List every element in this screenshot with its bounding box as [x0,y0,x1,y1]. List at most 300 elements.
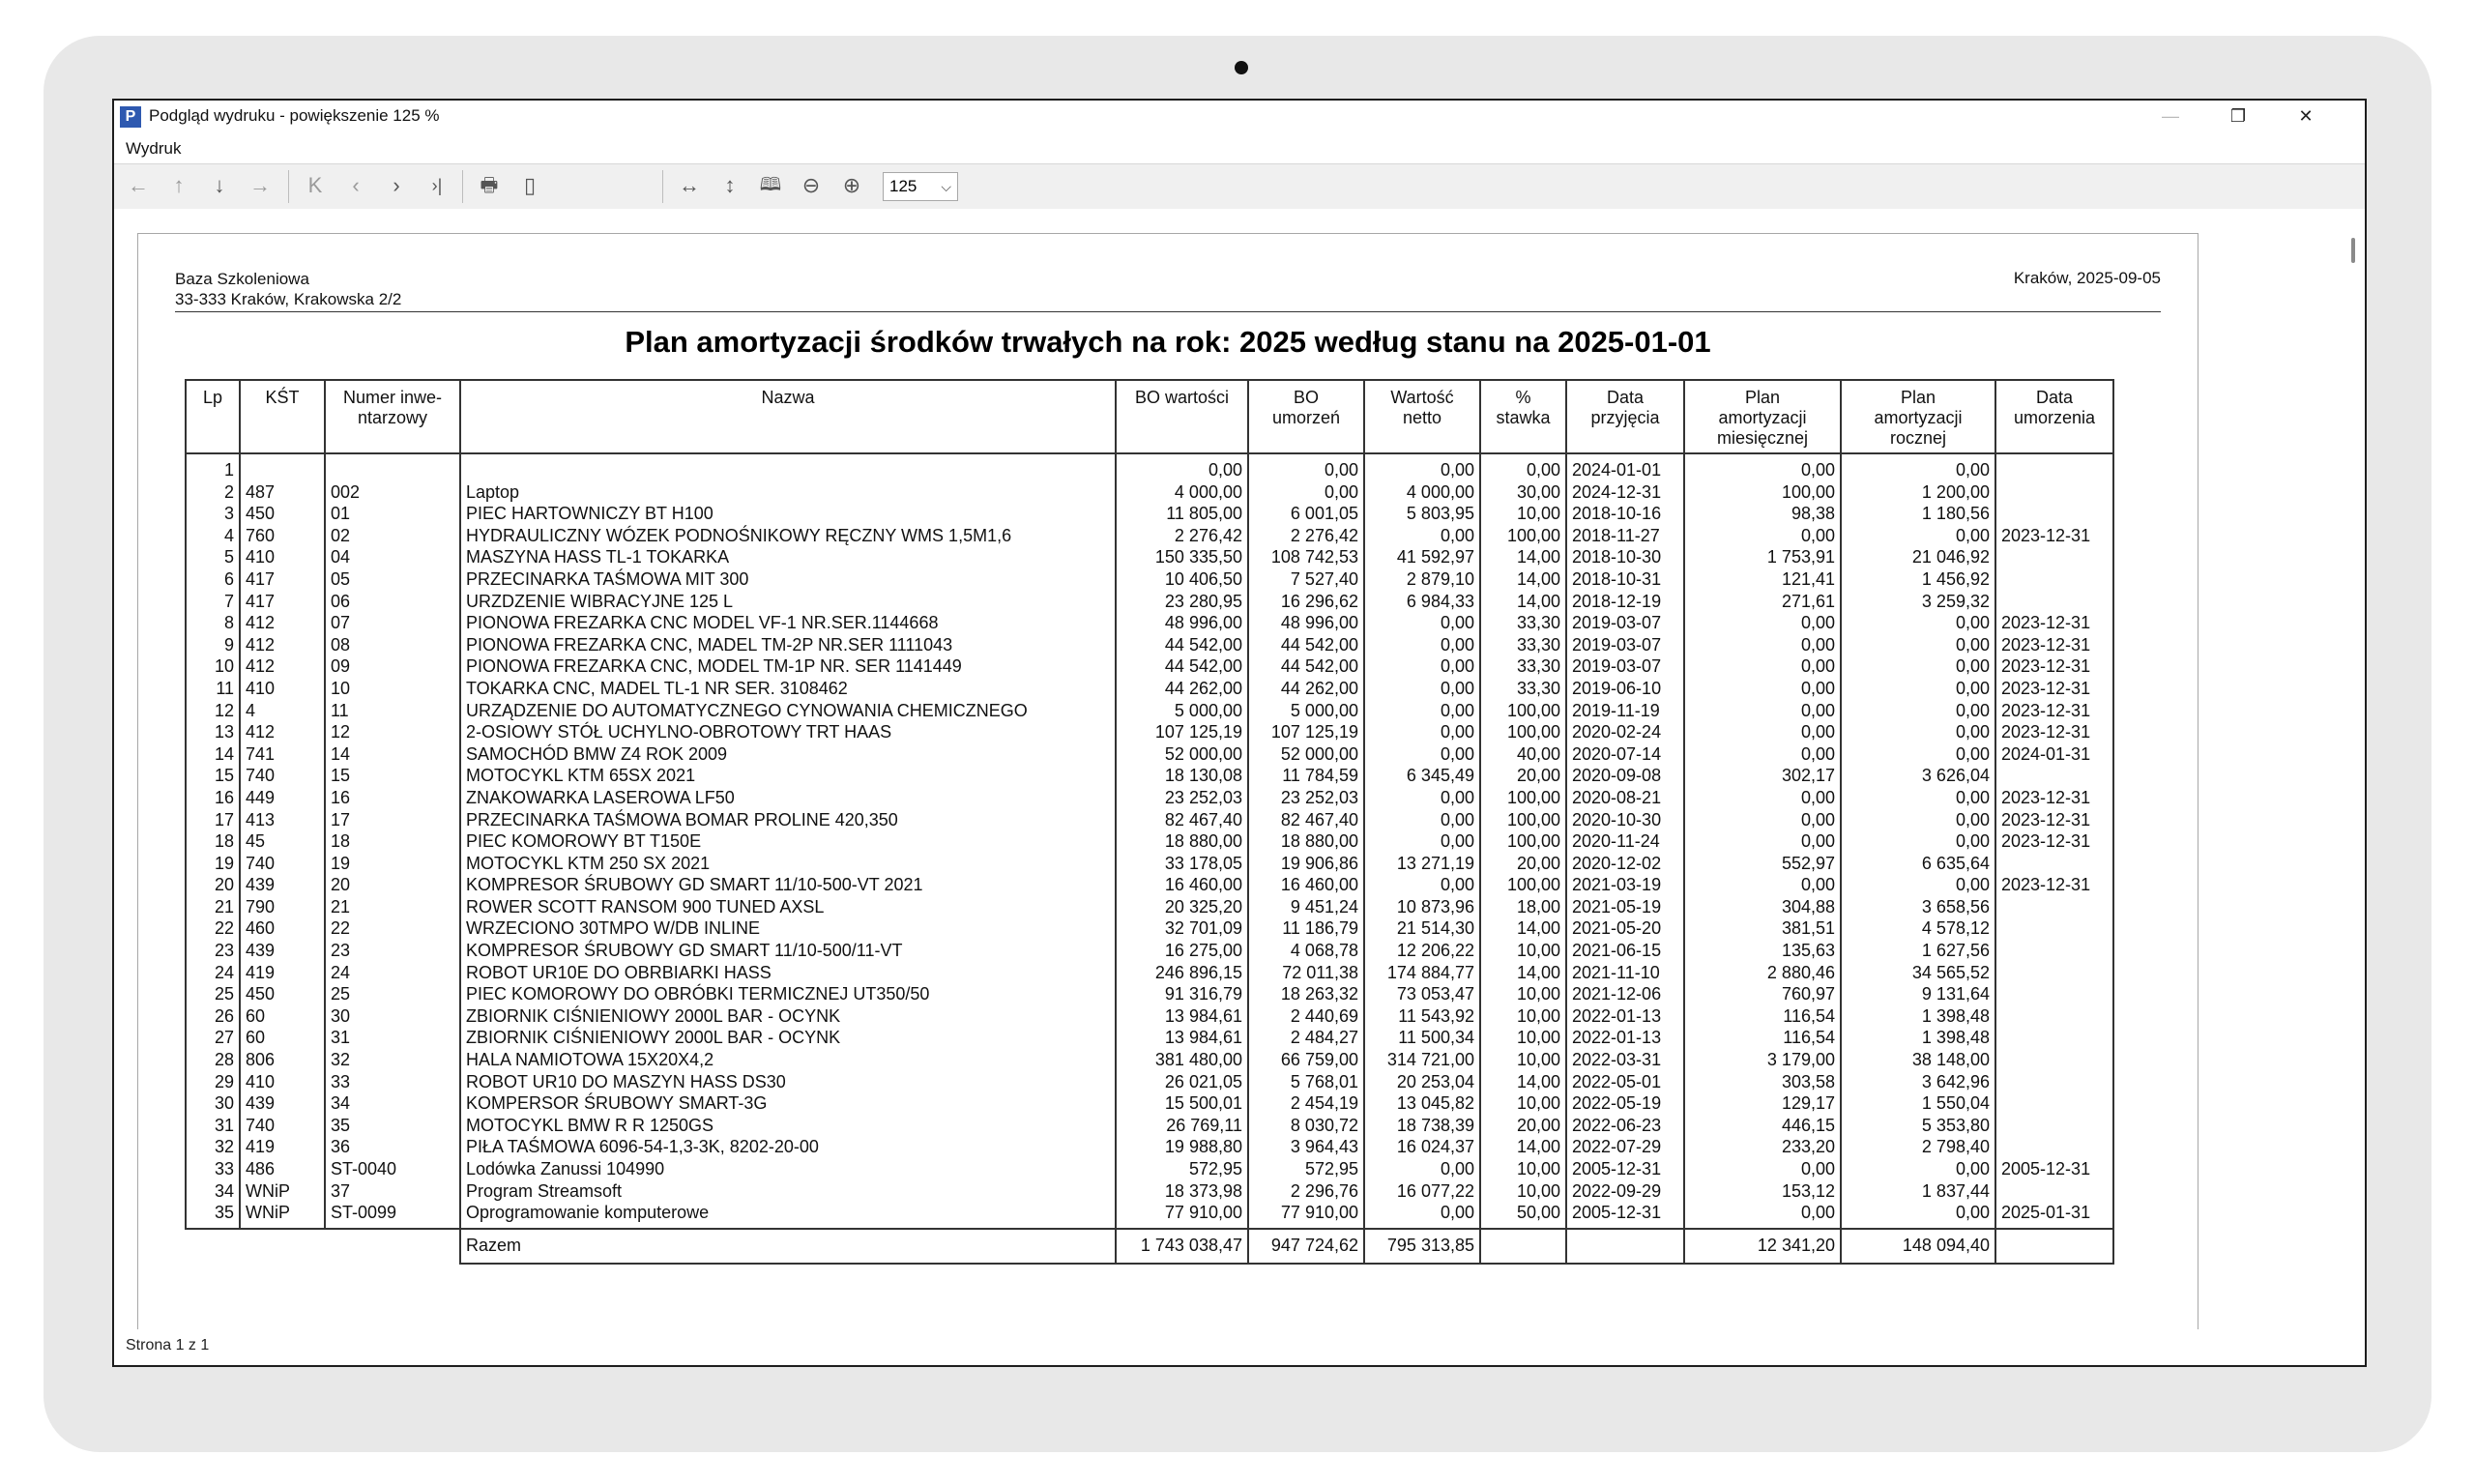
cell-numer: 23 [325,940,460,962]
col-bo-umorzen: BO umorzeń [1248,380,1364,453]
cell-bo-wartosci: 572,95 [1116,1158,1248,1180]
cell-lp: 21 [186,896,240,918]
cell-netto: 0,00 [1364,612,1480,634]
cell-lp: 7 [186,591,240,613]
cell-lp: 3 [186,503,240,525]
cell-lp: 35 [186,1202,240,1229]
total-bo-wartosci: 1 743 038,47 [1116,1229,1248,1264]
camera-dot [1235,61,1248,74]
cell-kst: 740 [240,1115,325,1137]
cell-bo-umorzen: 72 011,38 [1248,962,1364,984]
cell-data-przyjecia: 2019-03-07 [1566,612,1684,634]
total-plan-roczny: 148 094,40 [1841,1229,1995,1264]
cell-data-umorzenia [1995,1136,2113,1158]
cell-stawka: 50,00 [1480,1202,1566,1229]
cell-data-umorzenia [1995,896,2113,918]
cell-netto: 0,00 [1364,874,1480,896]
cell-stawka: 33,30 [1480,678,1566,700]
cell-plan-miesieczny: 0,00 [1684,1202,1841,1229]
table-row [186,1158,2113,1180]
menu-wydruk[interactable]: Wydruk [126,139,182,158]
cell-lp: 30 [186,1092,240,1115]
cell-stawka: 14,00 [1480,568,1566,591]
cell-plan-roczny: 0,00 [1841,678,1995,700]
preview-area[interactable] [114,209,2365,1331]
cell-data-umorzenia [1995,1049,2113,1071]
cell-data-przyjecia: 2018-12-19 [1566,591,1684,613]
toolbar-separator [662,170,663,203]
zoom-value: 125 [889,177,917,195]
header-rule [175,311,2161,312]
cell-data-przyjecia: 2021-06-15 [1566,940,1684,962]
arrow-up-icon[interactable]: ↑ [173,173,185,197]
cell-kst: 439 [240,940,325,962]
cell-bo-wartosci: 77 910,00 [1116,1202,1248,1229]
cell-numer: 08 [325,634,460,656]
cell-nazwa: PRZECINARKA TAŚMOWA BOMAR PROLINE 420,350 [460,809,1116,831]
cell-plan-miesieczny: 552,97 [1684,853,1841,875]
table-row [186,1115,2113,1137]
print-preview-window [112,99,2367,1367]
cell-netto: 73 053,47 [1364,983,1480,1005]
window-title: Podgląd wydruku - powiększenie 125 % [149,106,440,125]
company-name: Baza Szkoleniowa [175,270,309,288]
cell-lp: 17 [186,809,240,831]
first-page-icon[interactable]: K [307,173,323,197]
cell-data-umorzenia [1995,1092,2113,1115]
cell-data-przyjecia: 2020-07-14 [1566,743,1684,766]
cell-plan-roczny: 0,00 [1841,655,1995,678]
cell-data-umorzenia: 2025-01-31 [1995,1202,2113,1229]
cell-stawka: 0,00 [1480,453,1566,481]
cell-stawka: 33,30 [1480,634,1566,656]
cell-numer: 14 [325,743,460,766]
toolbar [114,163,2365,210]
cell-numer: 18 [325,830,460,853]
cell-netto: 0,00 [1364,655,1480,678]
minimize-button[interactable]: — [2162,106,2179,126]
title-bar [114,101,2365,134]
table-row [186,1202,2113,1229]
table-row [186,1005,2113,1028]
cell-plan-miesieczny: 0,00 [1684,1158,1841,1180]
cell-lp: 28 [186,1049,240,1071]
cell-plan-roczny: 0,00 [1841,743,1995,766]
cell-data-umorzenia: 2023-12-31 [1995,787,2113,809]
cell-numer: 19 [325,853,460,875]
cell-numer: 32 [325,1049,460,1071]
cell-bo-umorzen: 2 276,42 [1248,525,1364,547]
table-row [186,1092,2113,1115]
cell-numer: 22 [325,917,460,940]
cell-data-umorzenia [1995,481,2113,504]
cell-plan-miesieczny: 98,38 [1684,503,1841,525]
app-icon: P [120,106,141,128]
cell-kst: 60 [240,1005,325,1028]
cell-data-umorzenia [1995,853,2113,875]
cell-bo-umorzen: 7 527,40 [1248,568,1364,591]
cell-data-umorzenia [1995,503,2113,525]
cell-numer: 33 [325,1071,460,1093]
cell-bo-wartosci: 107 125,19 [1116,721,1248,743]
table-row [186,940,2113,962]
table-row [186,634,2113,656]
cell-data-przyjecia: 2022-05-01 [1566,1071,1684,1093]
cell-plan-roczny: 3 259,32 [1841,591,1995,613]
cell-nazwa: MOTOCYKL KTM 65SX 2021 [460,765,1116,787]
zoom-select[interactable] [883,172,958,201]
cell-data-umorzenia: 2023-12-31 [1995,830,2113,853]
cell-data-umorzenia: 2023-12-31 [1995,612,2113,634]
cell-netto: 16 024,37 [1364,1136,1480,1158]
cell-netto: 13 271,19 [1364,853,1480,875]
cell-kst: 412 [240,655,325,678]
cell-plan-roczny: 1 550,04 [1841,1092,1995,1115]
cell-plan-roczny: 0,00 [1841,634,1995,656]
cell-stawka: 14,00 [1480,591,1566,613]
cell-kst: 740 [240,765,325,787]
cell-bo-wartosci: 0,00 [1116,453,1248,481]
cell-data-umorzenia [1995,591,2113,613]
document-title: Plan amortyzacji środków trwałych na rok: 2025 według stanu na 2025-01-01 [625,325,1711,359]
table-row [186,765,2113,787]
cell-netto: 41 592,97 [1364,546,1480,568]
cell-plan-roczny: 3 642,96 [1841,1071,1995,1093]
cell-plan-roczny: 1 837,44 [1841,1180,1995,1203]
cell-plan-miesieczny: 304,88 [1684,896,1841,918]
table-row [186,787,2113,809]
col-numer: Numer inwe- ntarzowy [325,380,460,453]
cell-bo-wartosci: 18 130,08 [1116,765,1248,787]
col-data-umorzenia: Data umorzenia [1995,380,2113,453]
cell-kst: 439 [240,874,325,896]
cell-data-umorzenia: 2023-12-31 [1995,874,2113,896]
cell-kst: 60 [240,1027,325,1049]
cell-kst: WNiP [240,1202,325,1229]
page-info: Strona 1 z 1 [126,1337,210,1353]
totals-label: Razem [460,1229,1116,1264]
table-row [186,917,2113,940]
cell-kst: 410 [240,678,325,700]
cell-bo-umorzen: 108 742,53 [1248,546,1364,568]
cell-bo-umorzen: 18 263,32 [1248,983,1364,1005]
cell-data-umorzenia [1995,1115,2113,1137]
cell-kst: 439 [240,1092,325,1115]
cell-numer: ST-0040 [325,1158,460,1180]
cell-bo-wartosci: 150 335,50 [1116,546,1248,568]
cell-bo-umorzen: 9 451,24 [1248,896,1364,918]
fit-height-icon[interactable]: ↕ [724,173,736,197]
cell-nazwa: ZBIORNIK CIŚNIENIOWY 2000L BAR - OCYNK [460,1027,1116,1049]
cell-stawka: 33,30 [1480,655,1566,678]
cell-stawka: 18,00 [1480,896,1566,918]
cell-stawka: 100,00 [1480,721,1566,743]
cell-plan-miesieczny: 381,51 [1684,917,1841,940]
cell-lp: 23 [186,940,240,962]
cell-plan-miesieczny: 129,17 [1684,1092,1841,1115]
cell-plan-roczny: 0,00 [1841,787,1995,809]
two-pages-icon[interactable]: 🕮 [759,175,782,195]
cell-data-przyjecia: 2019-06-10 [1566,678,1684,700]
cell-numer: 04 [325,546,460,568]
cell-plan-roczny: 4 578,12 [1841,917,1995,940]
cell-nazwa: Laptop [460,481,1116,504]
page-setup-icon[interactable]: ▯ [523,173,537,197]
cell-bo-umorzen: 5 768,01 [1248,1071,1364,1093]
cell-data-przyjecia: 2020-10-30 [1566,809,1684,831]
cell-bo-umorzen: 572,95 [1248,1158,1364,1180]
cell-lp: 2 [186,481,240,504]
cell-bo-wartosci: 18 880,00 [1116,830,1248,853]
cell-nazwa: KOMPRESOR ŚRUBOWY GD SMART 11/10-500-VT 2021 [460,874,1116,896]
table-row [186,481,2113,504]
cell-bo-umorzen: 6 001,05 [1248,503,1364,525]
cell-stawka: 10,00 [1480,1049,1566,1071]
cell-plan-miesieczny: 271,61 [1684,591,1841,613]
cell-bo-wartosci: 82 467,40 [1116,809,1248,831]
cell-kst: 741 [240,743,325,766]
cell-bo-umorzen: 0,00 [1248,453,1364,481]
place-date: Kraków, 2025-09-05 [2013,269,2161,287]
cell-bo-wartosci: 19 988,80 [1116,1136,1248,1158]
cell-bo-umorzen: 2 296,76 [1248,1180,1364,1203]
table-header-row [186,380,2113,453]
cell-nazwa: PIEC HARTOWNICZY BT H100 [460,503,1116,525]
cell-lp: 12 [186,700,240,722]
cell-lp: 10 [186,655,240,678]
cell-numer: 30 [325,1005,460,1028]
vertical-scrollbar[interactable] [2351,238,2355,263]
cell-netto: 0,00 [1364,453,1480,481]
cell-data-przyjecia: 2022-09-29 [1566,1180,1684,1203]
cell-netto: 2 879,10 [1364,568,1480,591]
col-nazwa: Nazwa [460,380,1116,453]
cell-nazwa: MASZYNA HASS TL-1 TOKARKA [460,546,1116,568]
cell-plan-miesieczny: 0,00 [1684,700,1841,722]
cell-numer: 25 [325,983,460,1005]
cell-plan-miesieczny: 135,63 [1684,940,1841,962]
cell-data-przyjecia: 2005-12-31 [1566,1158,1684,1180]
cell-netto: 16 077,22 [1364,1180,1480,1203]
cell-bo-wartosci: 246 896,15 [1116,962,1248,984]
cell-bo-umorzen: 2 484,27 [1248,1027,1364,1049]
cell-plan-miesieczny: 233,20 [1684,1136,1841,1158]
last-page-icon[interactable]: ›| [431,176,443,195]
cell-lp: 20 [186,874,240,896]
cell-nazwa: PIONOWA FREZARKA CNC MODEL VF-1 NR.SER.1144668 [460,612,1116,634]
cell-stawka: 33,30 [1480,612,1566,634]
cell-netto: 0,00 [1364,700,1480,722]
col-kst: KŚT [240,380,325,453]
cell-bo-wartosci: 23 280,95 [1116,591,1248,613]
cell-data-umorzenia: 2023-12-31 [1995,809,2113,831]
cell-numer: 12 [325,721,460,743]
cell-plan-roczny: 1 398,48 [1841,1005,1995,1028]
cell-plan-roczny: 6 635,64 [1841,853,1995,875]
cell-stawka: 14,00 [1480,1071,1566,1093]
cell-plan-roczny: 34 565,52 [1841,962,1995,984]
cell-kst: 460 [240,917,325,940]
cell-bo-umorzen: 4 068,78 [1248,940,1364,962]
zoom-out-icon[interactable]: ⊖ [801,173,821,197]
cell-plan-miesieczny: 116,54 [1684,1005,1841,1028]
cell-data-umorzenia: 2023-12-31 [1995,721,2113,743]
cell-nazwa: ROBOT UR10 DO MASZYN HASS DS30 [460,1071,1116,1093]
cell-data-przyjecia: 2020-09-08 [1566,765,1684,787]
print-icon[interactable]: 🖶 [480,175,499,196]
cell-data-przyjecia: 2019-03-07 [1566,634,1684,656]
document-page [137,233,2198,1331]
col-plan-miesieczny: Plan amortyzacji miesięcznej [1684,380,1841,453]
cell-data-przyjecia: 2022-01-13 [1566,1027,1684,1049]
cell-plan-miesieczny: 0,00 [1684,634,1841,656]
cell-nazwa: PIONOWA FREZARKA CNC, MADEL TM-2P NR.SER 1111043 [460,634,1116,656]
cell-numer: 07 [325,612,460,634]
cell-plan-miesieczny: 760,97 [1684,983,1841,1005]
cell-stawka: 14,00 [1480,546,1566,568]
cell-plan-miesieczny: 446,15 [1684,1115,1841,1137]
cell-nazwa: HALA NAMIOTOWA 15X20X4,2 [460,1049,1116,1071]
arrow-down-icon[interactable]: ↓ [214,173,225,197]
cell-numer: 21 [325,896,460,918]
cell-plan-roczny: 0,00 [1841,874,1995,896]
cell-data-przyjecia: 2020-12-02 [1566,853,1684,875]
arrow-right-icon[interactable]: → [249,173,271,197]
cell-kst: 790 [240,896,325,918]
cell-kst: 412 [240,721,325,743]
cell-bo-wartosci: 44 262,00 [1116,678,1248,700]
table-row [186,655,2113,678]
cell-netto: 0,00 [1364,678,1480,700]
cell-stawka: 10,00 [1480,1092,1566,1115]
cell-plan-miesieczny: 1 753,91 [1684,546,1841,568]
table-row [186,853,2113,875]
cell-nazwa: SAMOCHÓD BMW Z4 ROK 2009 [460,743,1116,766]
cell-kst: 410 [240,546,325,568]
table-row [186,700,2113,722]
cell-stawka: 10,00 [1480,1180,1566,1203]
cell-kst: 4 [240,700,325,722]
cell-nazwa: MOTOCYKL BMW R R 1250GS [460,1115,1116,1137]
cell-data-przyjecia: 2024-12-31 [1566,481,1684,504]
cell-plan-roczny: 1 456,92 [1841,568,1995,591]
cell-nazwa: Lodówka Zanussi 104990 [460,1158,1116,1180]
cell-data-umorzenia [1995,1005,2113,1028]
table-row [186,983,2113,1005]
totals-row [186,1229,2113,1264]
cell-plan-roczny: 0,00 [1841,612,1995,634]
cell-data-umorzenia: 2024-01-31 [1995,743,2113,766]
cell-numer: 35 [325,1115,460,1137]
cell-numer: 05 [325,568,460,591]
cell-kst: 450 [240,983,325,1005]
zoom-in-icon[interactable]: ⊕ [842,173,861,197]
cell-netto: 0,00 [1364,1158,1480,1180]
table-row [186,896,2113,918]
cell-data-przyjecia: 2024-01-01 [1566,453,1684,481]
cell-lp: 27 [186,1027,240,1049]
cell-lp: 18 [186,830,240,853]
cell-data-przyjecia: 2019-11-19 [1566,700,1684,722]
cell-plan-roczny: 1 627,56 [1841,940,1995,962]
cell-lp: 34 [186,1180,240,1203]
cell-data-przyjecia: 2020-08-21 [1566,787,1684,809]
col-data-przyjecia: Data przyjęcia [1566,380,1684,453]
cell-bo-umorzen: 8 030,72 [1248,1115,1364,1137]
cell-nazwa: Program Streamsoft [460,1180,1116,1203]
cell-lp: 31 [186,1115,240,1137]
cell-lp: 19 [186,853,240,875]
previous-page-icon[interactable]: ‹ [352,173,360,197]
close-button[interactable]: ✕ [2298,106,2314,126]
company-address: 33-333 Kraków, Krakowska 2/2 [175,290,402,308]
cell-data-przyjecia: 2021-05-19 [1566,896,1684,918]
cell-nazwa: MOTOCYKL KTM 250 SX 2021 [460,853,1116,875]
cell-kst: 419 [240,1136,325,1158]
cell-lp: 6 [186,568,240,591]
table-row [186,809,2113,831]
maximize-button[interactable]: ❐ [2229,106,2247,126]
cell-plan-roczny: 1 180,56 [1841,503,1995,525]
cell-data-przyjecia: 2018-10-16 [1566,503,1684,525]
cell-data-umorzenia: 2005-12-31 [1995,1158,2113,1180]
cell-plan-miesieczny: 0,00 [1684,721,1841,743]
cell-netto: 12 206,22 [1364,940,1480,962]
table-row [186,591,2113,613]
cell-data-przyjecia: 2022-01-13 [1566,1005,1684,1028]
cell-stawka: 30,00 [1480,481,1566,504]
table-row [186,962,2113,984]
cell-lp: 4 [186,525,240,547]
cell-bo-wartosci: 16 275,00 [1116,940,1248,962]
cell-netto: 6 345,49 [1364,765,1480,787]
arrow-left-icon[interactable]: ← [128,173,149,197]
cell-numer: 37 [325,1180,460,1203]
cell-netto: 0,00 [1364,1202,1480,1229]
cell-lp: 16 [186,787,240,809]
cell-numer: 24 [325,962,460,984]
table-row [186,1049,2113,1071]
cell-bo-umorzen: 19 906,86 [1248,853,1364,875]
cell-data-umorzenia: 2023-12-31 [1995,678,2113,700]
cell-bo-umorzen: 16 460,00 [1248,874,1364,896]
cell-lp: 13 [186,721,240,743]
cell-nazwa: ROWER SCOTT RANSOM 900 TUNED AXSL [460,896,1116,918]
cell-data-umorzenia [1995,1027,2113,1049]
cell-stawka: 100,00 [1480,525,1566,547]
cell-data-przyjecia: 2018-10-31 [1566,568,1684,591]
cell-data-umorzenia [1995,983,2113,1005]
cell-bo-umorzen: 2 454,19 [1248,1092,1364,1115]
cell-lp: 22 [186,917,240,940]
total-bo-umorzen: 947 724,62 [1248,1229,1364,1264]
chevron-down-icon: ⌵ [941,179,951,194]
cell-stawka: 10,00 [1480,503,1566,525]
cell-netto: 18 738,39 [1364,1115,1480,1137]
cell-lp: 24 [186,962,240,984]
cell-bo-wartosci: 4 000,00 [1116,481,1248,504]
next-page-icon[interactable]: › [393,173,400,197]
cell-bo-wartosci: 5 000,00 [1116,700,1248,722]
fit-width-icon[interactable]: ↔ [679,173,700,197]
cell-plan-roczny: 0,00 [1841,453,1995,481]
cell-numer: 002 [325,481,460,504]
col-bo-wartosci: BO wartości [1116,380,1248,453]
cell-nazwa [460,453,1116,481]
cell-data-umorzenia: 2023-12-31 [1995,634,2113,656]
total-data-przyjecia [1566,1229,1684,1264]
cell-bo-umorzen: 3 964,43 [1248,1136,1364,1158]
